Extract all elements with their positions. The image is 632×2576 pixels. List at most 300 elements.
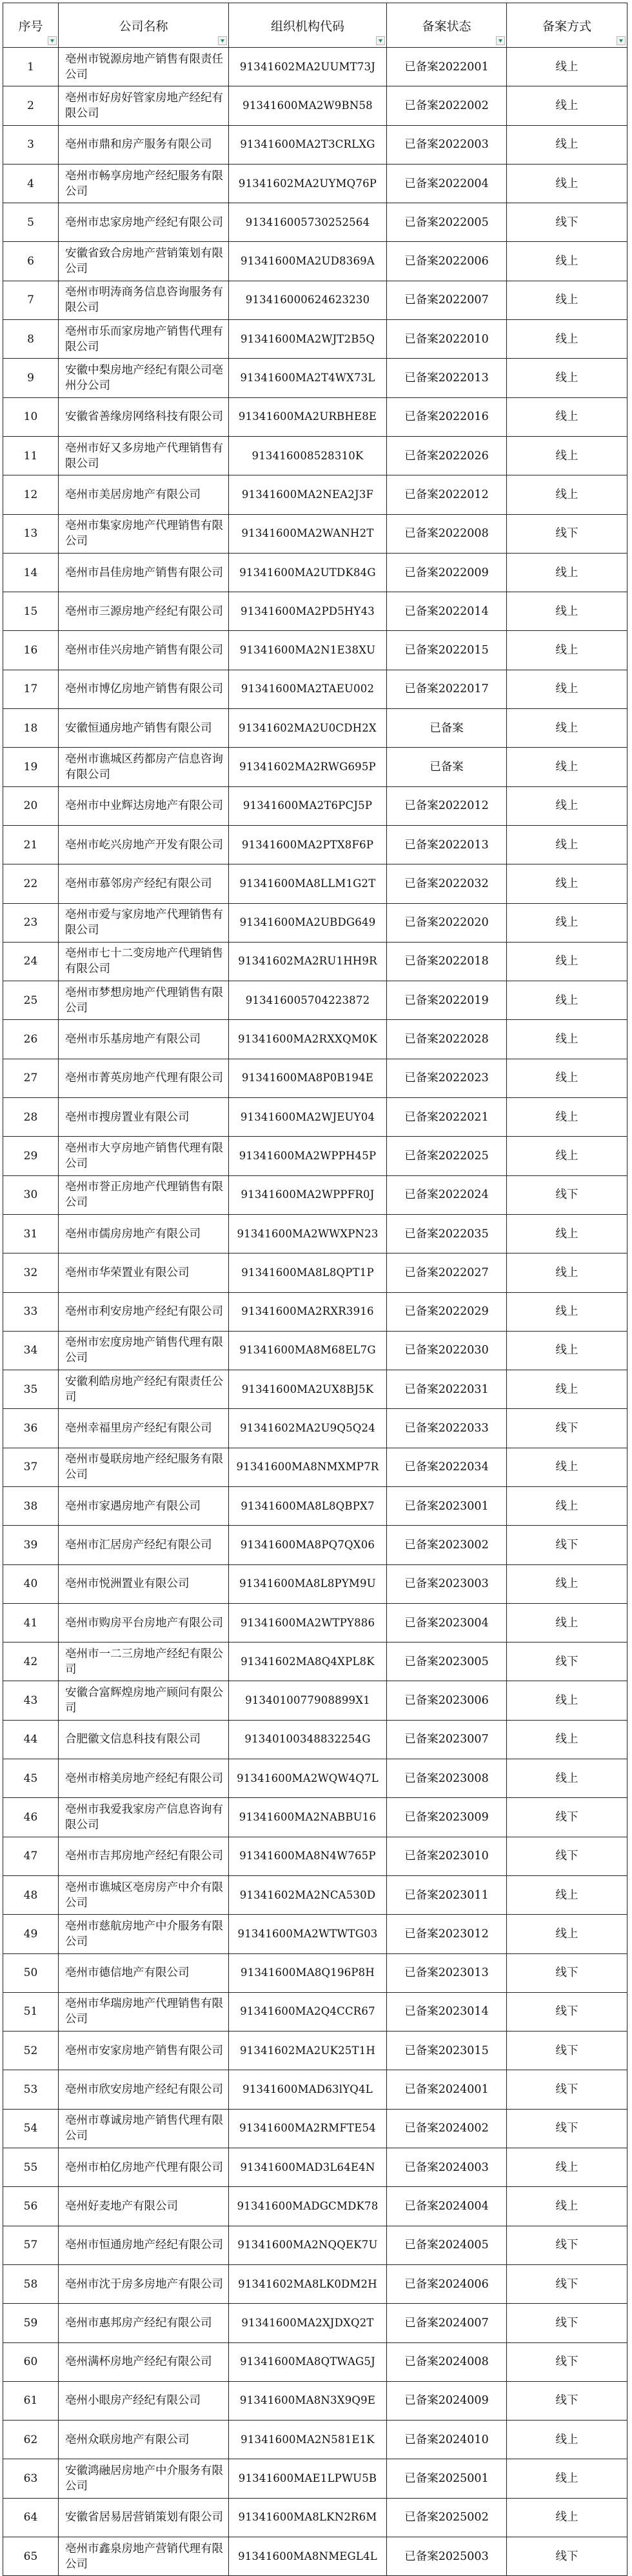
org-code: 91341600MA8L8QBPX7 xyxy=(229,1486,387,1525)
table-row xyxy=(3,1098,627,1137)
record-status: 已备案2024008 xyxy=(387,2342,507,2381)
record-status: 已备案2024009 xyxy=(387,2381,507,2420)
record-status: 已备案2022012 xyxy=(387,475,507,514)
record-status: 已备案2022015 xyxy=(387,631,507,670)
record-method: 线下 xyxy=(507,1409,627,1448)
row-index: 65 xyxy=(3,2537,59,2576)
row-index: 13 xyxy=(3,514,59,553)
org-code: 91341600MA2UTDK84G xyxy=(229,553,387,592)
table-row xyxy=(3,1875,627,1914)
company-name: 亳州市欣安房地产经纪有限公司 xyxy=(59,2070,229,2109)
company-name: 亳州市利安房地产经纪有限公司 xyxy=(59,1292,229,1331)
company-name: 亳州市爱与家房地产代理销售有限公司 xyxy=(59,903,229,942)
company-name: 亳州市鼎和房产服务有限公司 xyxy=(59,125,229,164)
row-index: 56 xyxy=(3,2187,59,2226)
row-index: 39 xyxy=(3,1526,59,1564)
row-index: 22 xyxy=(3,864,59,903)
record-status: 已备案2022023 xyxy=(387,1059,507,1097)
company-name: 安徽恒通房地产销售有限公司 xyxy=(59,709,229,748)
company-name: 亳州市好房好管家房地产经纪有限公司 xyxy=(59,86,229,125)
company-name: 亳州市七十二变房地产代理销售有限公司 xyxy=(59,942,229,981)
org-code: 9134010077908899X1 xyxy=(229,1681,387,1720)
row-index: 47 xyxy=(3,1837,59,1875)
table-row xyxy=(3,903,627,942)
record-status: 已备案2022031 xyxy=(387,1370,507,1409)
record-status: 已备案2022034 xyxy=(387,1448,507,1486)
org-code: 91341600MA2RXXQM0K xyxy=(229,1020,387,1059)
table-row xyxy=(3,2032,627,2070)
record-method: 线上 xyxy=(507,1759,627,1798)
record-method: 线上 xyxy=(507,359,627,397)
record-status: 已备案2023007 xyxy=(387,1720,507,1759)
org-code: 91341600MA8L8PYM9U xyxy=(229,1564,387,1603)
record-status: 已备案2024002 xyxy=(387,2109,507,2148)
registration-table xyxy=(3,3,627,2576)
record-status: 已备案2023010 xyxy=(387,1837,507,1875)
record-status: 已备案2023006 xyxy=(387,1681,507,1720)
record-status: 已备案2022013 xyxy=(387,359,507,397)
table-row xyxy=(3,1486,627,1525)
org-code: 91341600MA2PD5HY43 xyxy=(229,592,387,631)
record-method: 线上 xyxy=(507,2498,627,2537)
company-name: 亳州市华荣置业有限公司 xyxy=(59,1253,229,1292)
company-name: 亳州市鑫泉房地产营销代理有限公司 xyxy=(59,2537,229,2576)
record-status: 已备案2023002 xyxy=(387,1526,507,1564)
company-name: 亳州市菁英房地产代理有限公司 xyxy=(59,1059,229,1097)
row-index: 20 xyxy=(3,786,59,825)
record-status: 已备案2024007 xyxy=(387,2304,507,2342)
record-method: 线下 xyxy=(507,2032,627,2070)
company-name: 亳州市昌佳房地产销售有限公司 xyxy=(59,553,229,592)
company-name: 亳州市忠家房地产经纪有限公司 xyxy=(59,203,229,242)
row-index: 41 xyxy=(3,1603,59,1642)
table-row xyxy=(3,1759,627,1798)
org-code: 91341600MA2NQQEK7U xyxy=(229,2226,387,2264)
org-code: 91341600MA2N1E38XU xyxy=(229,631,387,670)
org-code: 91341602MA2RWG695P xyxy=(229,748,387,786)
row-index: 31 xyxy=(3,1214,59,1253)
table-row xyxy=(3,1331,627,1370)
org-code: 91341600MA8P0B194E xyxy=(229,1059,387,1097)
record-method: 线上 xyxy=(507,670,627,708)
company-name: 亳州市惠邦房产经纪有限公司 xyxy=(59,2304,229,2342)
record-status: 已备案2023012 xyxy=(387,1915,507,1953)
company-name: 亳州市集家房地产代理销售有限公司 xyxy=(59,514,229,553)
registration-table-sheet xyxy=(3,3,627,2576)
table-row xyxy=(3,786,627,825)
org-code: 91341600MAD3L64E4N xyxy=(229,2148,387,2187)
table-row xyxy=(3,942,627,981)
org-code: 913416000624623230 xyxy=(229,281,387,319)
company-name: 亳州市德信地产有限公司 xyxy=(59,1953,229,1992)
record-method: 线上 xyxy=(507,1020,627,1059)
company-name: 亳州市我爱我家房产信息咨询有限公司 xyxy=(59,1798,229,1837)
table-row xyxy=(3,1992,627,2031)
org-code: 91341600MA2N581E1K xyxy=(229,2421,387,2459)
record-method: 线上 xyxy=(507,2459,627,2498)
org-code: 91341602MA8Q4XPL8K xyxy=(229,1642,387,1681)
record-status: 已备案2022027 xyxy=(387,1253,507,1292)
table-row xyxy=(3,359,627,397)
row-index: 1 xyxy=(3,48,59,86)
company-name: 亳州市好又多房地产代理销售有限公司 xyxy=(59,436,229,475)
company-name: 亳州市安家房地产销售有限公司 xyxy=(59,2032,229,2070)
table-row xyxy=(3,2537,627,2576)
record-method: 线下 xyxy=(507,2070,627,2109)
company-name: 亳州市明涛商务信息咨询服务有限公司 xyxy=(59,281,229,319)
table-row xyxy=(3,2498,627,2537)
table-row xyxy=(3,2459,627,2498)
record-status: 已备案2025001 xyxy=(387,2459,507,2498)
table-row xyxy=(3,1253,627,1292)
table-row xyxy=(3,1292,627,1331)
record-status: 已备案2024010 xyxy=(387,2421,507,2459)
org-code: 91341600MA2TAEU002 xyxy=(229,670,387,708)
row-index: 12 xyxy=(3,475,59,514)
record-method: 线上 xyxy=(507,1875,627,1914)
record-status: 已备案2022033 xyxy=(387,1409,507,1448)
org-code: 91341600MA2WJEUY04 xyxy=(229,1098,387,1137)
record-status: 已备案 xyxy=(387,709,507,748)
record-status: 已备案2022016 xyxy=(387,397,507,436)
company-name: 安徽利皓房地产经纪有限责任公司 xyxy=(59,1370,229,1409)
record-status: 已备案2022035 xyxy=(387,1214,507,1253)
org-code: 91341602MA2U9Q5Q24 xyxy=(229,1409,387,1448)
table-row xyxy=(3,1370,627,1409)
row-index: 8 xyxy=(3,320,59,359)
record-method: 线上 xyxy=(507,475,627,514)
record-method: 线上 xyxy=(507,1486,627,1525)
row-index: 37 xyxy=(3,1448,59,1486)
record-method: 线下 xyxy=(507,1992,627,2031)
company-name: 亳州市梦想房地产代理销售有限公司 xyxy=(59,981,229,1020)
record-method: 线下 xyxy=(507,2226,627,2264)
row-index: 62 xyxy=(3,2421,59,2459)
header-org-code: 组织机构代码 xyxy=(229,3,387,48)
table-row xyxy=(3,436,627,475)
header-index: 序号 xyxy=(3,3,59,48)
row-index: 21 xyxy=(3,825,59,864)
org-code: 91341600MA2RMFTE54 xyxy=(229,2109,387,2148)
filter-dropdown-icon[interactable] xyxy=(218,36,227,45)
row-index: 64 xyxy=(3,2498,59,2537)
row-index: 18 xyxy=(3,709,59,748)
company-name: 亳州市畅享房地产经纪服务有限公司 xyxy=(59,164,229,203)
row-index: 35 xyxy=(3,1370,59,1409)
org-code: 91341602MA2UUMT73J xyxy=(229,48,387,86)
company-name: 亳州小眼房产经纪有限公司 xyxy=(59,2381,229,2420)
org-code: 91341600MA2NABBU16 xyxy=(229,1798,387,1837)
record-method: 线下 xyxy=(507,514,627,553)
table-row xyxy=(3,2421,627,2459)
table-row xyxy=(3,475,627,514)
record-method: 线上 xyxy=(507,1448,627,1486)
record-method: 线上 xyxy=(507,981,627,1020)
company-name: 安徽合富辉煌房地产顾问有限公司 xyxy=(59,1681,229,1720)
row-index: 43 xyxy=(3,1681,59,1720)
record-method: 线上 xyxy=(507,553,627,592)
record-method: 线下 xyxy=(507,1837,627,1875)
company-name: 亳州市大亨房地产销售代理有限公司 xyxy=(59,1137,229,1175)
table-row xyxy=(3,670,627,708)
row-index: 26 xyxy=(3,1020,59,1059)
record-status: 已备案2023014 xyxy=(387,1992,507,2031)
record-method: 线下 xyxy=(507,1175,627,1214)
company-name: 亳州众联房地产有限公司 xyxy=(59,2421,229,2459)
record-method: 线上 xyxy=(507,1681,627,1720)
company-name: 亳州市乐而家房地产销售代理有限公司 xyxy=(59,320,229,359)
record-method: 线下 xyxy=(507,2537,627,2576)
record-status: 已备案2022025 xyxy=(387,1137,507,1175)
table-row xyxy=(3,1448,627,1486)
row-index: 10 xyxy=(3,397,59,436)
row-index: 3 xyxy=(3,125,59,164)
org-code: 91341600MA8LLM1G2T xyxy=(229,864,387,903)
record-method: 线下 xyxy=(507,1953,627,1992)
company-name: 亳州市榕美房地产经纪有限公司 xyxy=(59,1759,229,1798)
table-row xyxy=(3,1798,627,1837)
row-index: 23 xyxy=(3,903,59,942)
org-code: 91341600MA8N4W765P xyxy=(229,1837,387,1875)
org-code: 91341600MA2RXR3916 xyxy=(229,1292,387,1331)
row-index: 27 xyxy=(3,1059,59,1097)
record-method: 线下 xyxy=(507,1798,627,1837)
record-method: 线上 xyxy=(507,864,627,903)
record-method: 线上 xyxy=(507,786,627,825)
record-method: 线上 xyxy=(507,2148,627,2187)
row-index: 7 xyxy=(3,281,59,319)
company-name: 亳州市三源房地产经纪有限公司 xyxy=(59,592,229,631)
table-body xyxy=(3,48,627,2576)
record-status: 已备案 xyxy=(387,748,507,786)
row-index: 24 xyxy=(3,942,59,981)
row-index: 44 xyxy=(3,1720,59,1759)
table-row xyxy=(3,1059,627,1097)
row-index: 48 xyxy=(3,1875,59,1914)
org-code: 91340100348832254G xyxy=(229,1720,387,1759)
row-index: 63 xyxy=(3,2459,59,2498)
record-status: 已备案2022001 xyxy=(387,48,507,86)
row-index: 25 xyxy=(3,981,59,1020)
row-index: 51 xyxy=(3,1992,59,2031)
org-code: 91341600MA2WWXPN23 xyxy=(229,1214,387,1253)
record-method: 线上 xyxy=(507,1098,627,1137)
row-index: 61 xyxy=(3,2381,59,2420)
table-row xyxy=(3,86,627,125)
record-method: 线上 xyxy=(507,592,627,631)
record-status: 已备案2025002 xyxy=(387,2498,507,2537)
record-method: 线上 xyxy=(507,748,627,786)
company-name: 亳州市悦洲置业有限公司 xyxy=(59,1564,229,1603)
company-name: 亳州市恒通房地产经纪有限公司 xyxy=(59,2226,229,2264)
record-status: 已备案2024006 xyxy=(387,2264,507,2303)
record-method: 线上 xyxy=(507,1915,627,1953)
table-row xyxy=(3,2148,627,2187)
record-status: 已备案2022014 xyxy=(387,592,507,631)
record-method: 线上 xyxy=(507,1370,627,1409)
table-row xyxy=(3,825,627,864)
table-row xyxy=(3,2226,627,2264)
record-status: 已备案2022032 xyxy=(387,864,507,903)
record-method: 线上 xyxy=(507,48,627,86)
row-index: 9 xyxy=(3,359,59,397)
org-code: 91341602MA2NCA530D xyxy=(229,1875,387,1914)
company-name: 亳州市宏度房地产销售代理有限公司 xyxy=(59,1331,229,1370)
table-row xyxy=(3,748,627,786)
table-row xyxy=(3,1603,627,1642)
row-index: 15 xyxy=(3,592,59,631)
org-code: 91341600MA2WANH2T xyxy=(229,514,387,553)
row-index: 38 xyxy=(3,1486,59,1525)
org-code: 91341600MA8M68EL7G xyxy=(229,1331,387,1370)
header-method: 备案方式 xyxy=(507,3,627,48)
record-status: 已备案2022017 xyxy=(387,670,507,708)
table-row xyxy=(3,1720,627,1759)
record-status: 已备案2022009 xyxy=(387,553,507,592)
org-code: 91341600MA2WTWTG03 xyxy=(229,1915,387,1953)
org-code: 913416005704223872 xyxy=(229,981,387,1020)
table-row xyxy=(3,1214,627,1253)
table-row xyxy=(3,281,627,319)
org-code: 91341600MA8N3X9Q9E xyxy=(229,2381,387,2420)
company-name: 亳州市乐基房地产有限公司 xyxy=(59,1020,229,1059)
row-index: 40 xyxy=(3,1564,59,1603)
org-code: 91341602MA2RU1HH9R xyxy=(229,942,387,981)
table-row xyxy=(3,1409,627,1448)
record-status: 已备案2022028 xyxy=(387,1020,507,1059)
table-row xyxy=(3,1564,627,1603)
org-code: 913416005730252564 xyxy=(229,203,387,242)
org-code: 91341600MA2T3CRLXG xyxy=(229,125,387,164)
table-row xyxy=(3,320,627,359)
table-row xyxy=(3,2264,627,2303)
record-method: 线下 xyxy=(507,2109,627,2148)
org-code: 91341600MA8NMXMP7R xyxy=(229,1448,387,1486)
org-code: 91341600MA8LKN2R6M xyxy=(229,2498,387,2537)
org-code: 91341600MA2WJT2B5Q xyxy=(229,320,387,359)
record-status: 已备案2023011 xyxy=(387,1875,507,1914)
company-name: 亳州市柏亿房地产代理有限公司 xyxy=(59,2148,229,2187)
record-status: 已备案2023005 xyxy=(387,1642,507,1681)
org-code: 913416008528310K xyxy=(229,436,387,475)
header-row xyxy=(3,3,627,48)
record-method: 线上 xyxy=(507,825,627,864)
filter-dropdown-icon[interactable] xyxy=(48,36,57,45)
table-row xyxy=(3,592,627,631)
record-status: 已备案2022021 xyxy=(387,1098,507,1137)
row-index: 19 xyxy=(3,748,59,786)
record-method: 线下 xyxy=(507,2264,627,2303)
record-method: 线上 xyxy=(507,1603,627,1642)
table-row xyxy=(3,514,627,553)
row-index: 42 xyxy=(3,1642,59,1681)
record-method: 线上 xyxy=(507,1253,627,1292)
row-index: 29 xyxy=(3,1137,59,1175)
row-index: 14 xyxy=(3,553,59,592)
record-status: 已备案2023009 xyxy=(387,1798,507,1837)
company-name: 亳州满杯房地产经纪有限公司 xyxy=(59,2342,229,2381)
record-status: 已备案2022002 xyxy=(387,86,507,125)
org-code: 91341600MA2NEA2J3F xyxy=(229,475,387,514)
table-row xyxy=(3,164,627,203)
company-name: 安徽鸿融居房地产中介服务有限公司 xyxy=(59,2459,229,2498)
row-index: 34 xyxy=(3,1331,59,1370)
record-method: 线上 xyxy=(507,2421,627,2459)
company-name: 亳州市尊诚房地产销售代理有限公司 xyxy=(59,2109,229,2148)
record-status: 已备案2023015 xyxy=(387,2032,507,2070)
company-name: 亳州市沈于房多房地产有限公司 xyxy=(59,2264,229,2303)
org-code: 91341600MAE1LPWU5B xyxy=(229,2459,387,2498)
org-code: 91341600MA8L8QPT1P xyxy=(229,1253,387,1292)
filter-dropdown-icon[interactable] xyxy=(496,36,505,45)
company-name: 亳州市一二三房地产经纪有限公司 xyxy=(59,1642,229,1681)
row-index: 6 xyxy=(3,242,59,281)
record-method: 线上 xyxy=(507,903,627,942)
company-name: 亳州市慕邻房产经纪有限公司 xyxy=(59,864,229,903)
record-method: 线上 xyxy=(507,1720,627,1759)
record-method: 线上 xyxy=(507,1292,627,1331)
org-code: 91341600MA2PTX8F6P xyxy=(229,825,387,864)
org-code: 91341600MA2URBHE8E xyxy=(229,397,387,436)
row-index: 11 xyxy=(3,436,59,475)
record-status: 已备案2022030 xyxy=(387,1331,507,1370)
company-name: 亳州市锐源房地产销售有限责任公司 xyxy=(59,48,229,86)
company-name: 亳州市誉正房地产代理销售有限公司 xyxy=(59,1175,229,1214)
filter-dropdown-icon[interactable] xyxy=(376,36,385,45)
record-status: 已备案2023001 xyxy=(387,1486,507,1525)
record-status: 已备案2022013 xyxy=(387,825,507,864)
record-method: 线下 xyxy=(507,2304,627,2342)
table-row xyxy=(3,2070,627,2109)
org-code: 91341600MA2WTPY886 xyxy=(229,1603,387,1642)
record-status: 已备案2024001 xyxy=(387,2070,507,2109)
record-status: 已备案2022019 xyxy=(387,981,507,1020)
record-method: 线上 xyxy=(507,709,627,748)
record-method: 线下 xyxy=(507,1642,627,1681)
record-method: 线上 xyxy=(507,1059,627,1097)
org-code: 91341600MA8NMEGL4L xyxy=(229,2537,387,2576)
row-index: 52 xyxy=(3,2032,59,2070)
row-index: 49 xyxy=(3,1915,59,1953)
record-method: 线上 xyxy=(507,1331,627,1370)
record-method: 线上 xyxy=(507,281,627,319)
org-code: 91341600MA2WPPFR0J xyxy=(229,1175,387,1214)
table-row xyxy=(3,709,627,748)
record-status: 已备案2022026 xyxy=(387,436,507,475)
company-name: 亳州市博亿房地产销售有限公司 xyxy=(59,670,229,708)
header-status: 备案状态 xyxy=(387,3,507,48)
filter-dropdown-icon[interactable] xyxy=(617,36,626,45)
header-company-name: 公司名称 xyxy=(59,3,229,48)
table-row xyxy=(3,2187,627,2226)
row-index: 17 xyxy=(3,670,59,708)
table-row xyxy=(3,2304,627,2342)
record-method: 线上 xyxy=(507,631,627,670)
record-status: 已备案2022029 xyxy=(387,1292,507,1331)
org-code: 91341602MA8LK0DM2H xyxy=(229,2264,387,2303)
table-row xyxy=(3,1020,627,1059)
record-method: 线下 xyxy=(507,2342,627,2381)
record-status: 已备案2022006 xyxy=(387,242,507,281)
org-code: 91341600MA2WQW4Q7L xyxy=(229,1759,387,1798)
company-name: 亳州市屹兴房地产开发有限公司 xyxy=(59,825,229,864)
company-name: 安徽省致合房地产营销策划有限公司 xyxy=(59,242,229,281)
company-name: 合肥徽文信息科技有限公司 xyxy=(59,1720,229,1759)
record-status: 已备案2022003 xyxy=(387,125,507,164)
record-status: 已备案2022024 xyxy=(387,1175,507,1214)
record-method: 线上 xyxy=(507,320,627,359)
record-method: 线上 xyxy=(507,1137,627,1175)
